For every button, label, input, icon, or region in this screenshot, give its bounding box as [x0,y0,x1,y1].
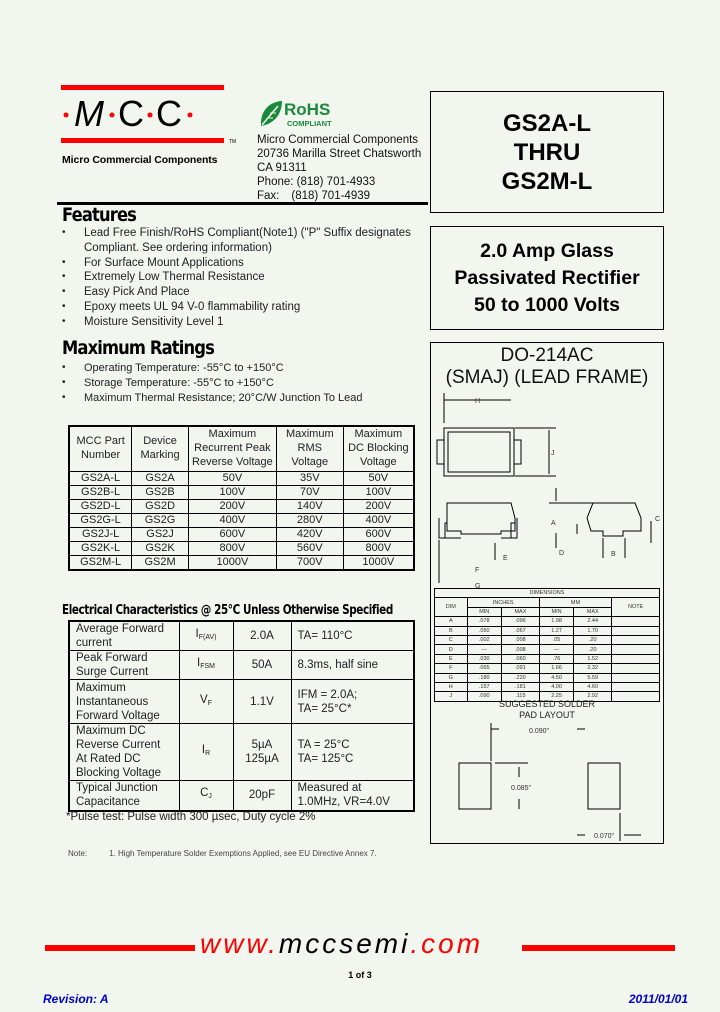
dimension-cell: 4.00 [539,682,573,691]
dimension-row [435,664,660,673]
svg-text:E: E [503,555,508,562]
dimension-cell: .030 [467,654,501,663]
table-cell: 200V [343,499,414,513]
dimension-cell: 2.25 [539,692,573,701]
dimension-cell: .20 [574,645,612,654]
mm-header: MM [539,598,611,607]
feature-item: • Easy Pick And Place [62,285,432,300]
dimension-row [435,682,660,691]
param-symbol: $C_J$ [179,781,233,811]
dimension-cell: 1.98 [539,617,573,626]
table-row [69,499,414,513]
col-device-marking: Device Marking [132,426,189,471]
website-link[interactable]: www.mccsemi.com [200,928,484,959]
param-condition: 8.3ms, half sine [291,651,414,680]
dimension-cell: F [435,664,468,673]
logo-subtitle: Micro Commercial Components [62,154,218,166]
svg-text:H: H [475,398,481,405]
dimensions-table [434,588,660,702]
table-cell: 560V [276,541,343,555]
logo-bar-top [61,85,224,90]
package-drawing-box [430,342,664,844]
dimension-cell: 2.32 [574,664,612,673]
table-cell: GS2K-L [69,541,132,555]
table-row [69,527,414,541]
dimension-cell: C [435,635,468,644]
dimension-cell: .091 [501,664,539,673]
table-cell: GS2A [132,471,189,485]
dimension-cell [612,654,660,663]
table-cell: 700V [276,555,343,570]
dimension-cell: 2.44 [574,617,612,626]
dimension-cell: .078 [467,617,501,626]
table-cell: 1000V [343,555,414,570]
table-row [69,621,414,651]
table-cell: GS2G [132,513,189,527]
dimension-cell: .065 [467,664,501,673]
rating-item: • Maximum Thermal Resistance; 20°C/W Junction To Lead [62,391,432,406]
footer-bar-right [522,945,675,951]
dimension-cell: B [435,626,468,635]
dimension-cell: .050 [467,626,501,635]
dimension-cell: H [435,682,468,691]
table-cell: 35V [276,471,343,485]
table-cell: 50V [188,471,276,485]
company-address [257,133,421,203]
max-header: MAX [501,607,539,616]
param-name: Peak Forward Surge Current [69,651,179,680]
max-header: MAX [574,607,612,616]
table-row [69,651,414,680]
street-address: 20736 Marilla Street Chatsworth [257,148,422,160]
svg-text:G: G [475,583,481,588]
pad-size-label: 0.070" [594,833,615,840]
dimension-cell: .002 [467,635,501,644]
pad-width-label: 0.090" [529,728,550,735]
dimension-cell: .20 [574,635,612,644]
svg-text:F: F [475,567,480,574]
dimension-cell: .180 [467,673,501,682]
table-cell: 400V [188,513,276,527]
company-name: Micro Commercial Components [257,134,419,146]
mcc-logo [60,93,230,133]
param-value: 2.0A [233,621,291,651]
param-name: Average Forward current [69,621,179,651]
dimension-cell: --- [467,645,501,654]
svg-text:D: D [559,550,565,557]
table-cell: GS2A-L [69,471,132,485]
table-cell: GS2B-L [69,485,132,499]
param-value: 20pF [233,781,291,811]
rating-item: • Operating Temperature: -55°C to +150°C [62,361,432,376]
param-condition: TA = 25°C TA= 125°C [291,724,414,781]
table-cell: 800V [188,541,276,555]
table-row [69,513,414,527]
svg-text:COMPLIANT: COMPLIANT [287,119,332,128]
dimension-cell: .067 [501,626,539,635]
package-outline-drawing [431,388,663,588]
dimension-cell [612,682,660,691]
table-row [69,724,414,781]
col-peak-reverse-voltage: Maximum Recurrent Peak Reverse Voltage [188,426,276,471]
svg-text:C: C [156,93,182,133]
col-dc-blocking-voltage: Maximum DC Blocking Voltage [343,426,414,471]
maximum-ratings-heading: Maximum Ratings [62,337,214,359]
table-cell: GS2D [132,499,189,513]
dimension-cell: .115 [501,692,539,701]
solder-pad-title: SUGGESTED SOLDER PAD LAYOUT [498,699,596,720]
pad-height-label: 0.085" [511,785,532,792]
description-line: 2.0 Amp Glass [480,239,614,262]
param-condition: IFM = 2.0A; TA= 25°C* [291,680,414,724]
note-header: NOTE [612,598,660,617]
part-range-start: GS2A-L [502,109,591,137]
param-condition: TA= 110°C [291,621,414,651]
svg-text:RoHS: RoHS [284,100,331,119]
dimension-cell: --- [539,645,573,654]
param-condition: Measured at 1.0MHz, VR=4.0V [291,781,414,811]
table-header-row [69,426,414,471]
dimension-cell [612,626,660,635]
part-range-thru: THRU [513,138,581,166]
dimension-cell: .060 [501,654,539,663]
package-title: DO-214AC (SMAJ) (LEAD FRAME) [445,345,649,388]
min-header: MIN [539,607,573,616]
dimension-cell: E [435,654,468,663]
dimension-cell: J [435,692,468,701]
electrical-table [68,620,415,812]
dimension-row [435,654,660,663]
features-list [62,226,432,330]
description-line: Passivated Rectifier [454,266,640,289]
electrical-characteristics-heading: Electrical Characteristics @ 25°C Unless Otherwise Specified [62,603,393,618]
dimension-row [435,635,660,644]
dimension-cell: 5.59 [574,673,612,682]
svg-text:C: C [118,93,144,133]
param-symbol: $I_{F(AV)}$ [179,621,233,651]
dimension-row [435,626,660,635]
min-header: MIN [467,607,501,616]
col-rms-voltage: Maximum RMS Voltage [276,426,343,471]
dimension-cell: .76 [539,654,573,663]
svg-text:C: C [655,516,661,523]
table-cell: GS2D-L [69,499,132,513]
dimension-cell: .008 [501,645,539,654]
inches-header: INCHES [467,598,539,607]
param-symbol: $V_F$ [179,680,233,724]
dimension-cell: .05 [539,635,573,644]
table-cell: GS2M [132,555,189,570]
dimension-cell: 1.52 [574,654,612,663]
table-row [69,485,414,499]
table-row [69,555,414,570]
dimension-row [435,673,660,682]
dimension-cell: D [435,645,468,654]
svg-text:J: J [551,450,555,457]
table-cell: 140V [276,499,343,513]
table-cell: 400V [343,513,414,527]
trademark-mark: TM [229,139,237,145]
revision-label: Revision: A [43,992,109,1006]
part-number-box [430,91,664,213]
footer-bar-left [45,945,195,951]
svg-text:M: M [74,93,104,133]
param-name: Typical Junction Capacitance [69,781,179,811]
table-row [69,471,414,485]
dimension-cell: .008 [501,635,539,644]
dimension-cell: 1.66 [539,664,573,673]
dimension-cell [612,645,660,654]
col-part-number: MCC Part Number [69,426,132,471]
dimension-row [435,645,660,654]
dimension-cell [612,664,660,673]
svg-text:B: B [611,551,616,558]
solder-pad-drawing [431,721,663,841]
ratings-table [68,425,415,571]
dimension-cell: 4.60 [574,682,612,691]
param-name: Maximum Instantaneous Forward Voltage [69,680,179,724]
dimension-cell: 2.92 [574,692,612,701]
page-number: 1 of 3 [348,970,372,980]
table-cell: GS2J-L [69,527,132,541]
dimension-cell: .220 [501,673,539,682]
revision-date: 2011/01/01 [628,992,688,1006]
table-cell: GS2J [132,527,189,541]
product-description-box [430,226,664,330]
feature-item: • Epoxy meets UL 94 V-0 flammability rating [62,300,432,315]
dimensions-title: DIMENSIONS [435,589,660,598]
table-row [69,680,414,724]
table-cell: 280V [276,513,343,527]
pulse-test-note: *Pulse test: Pulse width 300 µsec, Duty cycle 2% [66,811,316,823]
dimension-cell: 1.27 [539,626,573,635]
city-zip: CA 91311 [257,162,307,174]
dimension-cell: G [435,673,468,682]
dimension-cell: 4.50 [539,673,573,682]
dimension-cell: .096 [501,617,539,626]
table-cell: 50V [343,471,414,485]
fax-number: Fax: (818) 701-4939 [257,190,371,202]
table-cell: 100V [188,485,276,499]
dimension-row [435,617,660,626]
footnote: Note: 1. High Temperature Solder Exemptions Applied, see EU Directive Annex 7. [68,849,377,858]
features-heading: Features [62,204,137,226]
table-cell: GS2K [132,541,189,555]
table-cell: 420V [276,527,343,541]
ratings-list [62,361,432,405]
table-row [69,781,414,811]
param-symbol: $I_R$ [179,724,233,781]
rohs-badge [258,98,348,130]
table-cell: 800V [343,541,414,555]
dimension-cell [612,635,660,644]
description-line: 50 to 1000 Volts [474,293,620,316]
table-cell: 100V [343,485,414,499]
param-value: 1.1V [233,680,291,724]
feature-item: • Lead Free Finish/RoHS Compliant(Note1) ("P" Suffix designates Compliant. See ordering information) [62,226,432,256]
table-cell: GS2M-L [69,555,132,570]
logo-bar-bottom [61,138,224,143]
param-symbol: $I_{FSM}$ [179,651,233,680]
part-range-end: GS2M-L [501,167,593,195]
table-cell: 600V [343,527,414,541]
table-cell: 1000V [188,555,276,570]
param-name: Maximum DC Reverse Current At Rated DC Blocking Voltage [69,724,179,781]
feature-item: • For Surface Mount Applications [62,256,432,271]
dim-header: DIM [435,598,468,617]
feature-item: • Moisture Sensitivity Level 1 [62,315,432,330]
dimension-cell: A [435,617,468,626]
leaf-icon [261,101,282,126]
table-cell: GS2B [132,485,189,499]
dimension-cell: .090 [467,692,501,701]
param-value: 50A [233,651,291,680]
dimension-cell [612,673,660,682]
table-cell: 200V [188,499,276,513]
phone-number: Phone: (818) 701-4933 [257,176,376,188]
dimension-cell [612,617,660,626]
rating-item: • Storage Temperature: -55°C to +150°C [62,376,432,391]
svg-text:A: A [551,520,556,527]
dimension-cell: .181 [501,682,539,691]
dimension-cell: 1.70 [574,626,612,635]
table-row [69,541,414,555]
feature-item: • Extremely Low Thermal Resistance [62,270,432,285]
table-cell: 600V [188,527,276,541]
param-value: 5µA 125µA [233,724,291,781]
dimension-cell: .157 [467,682,501,691]
table-cell: GS2G-L [69,513,132,527]
table-cell: 70V [276,485,343,499]
